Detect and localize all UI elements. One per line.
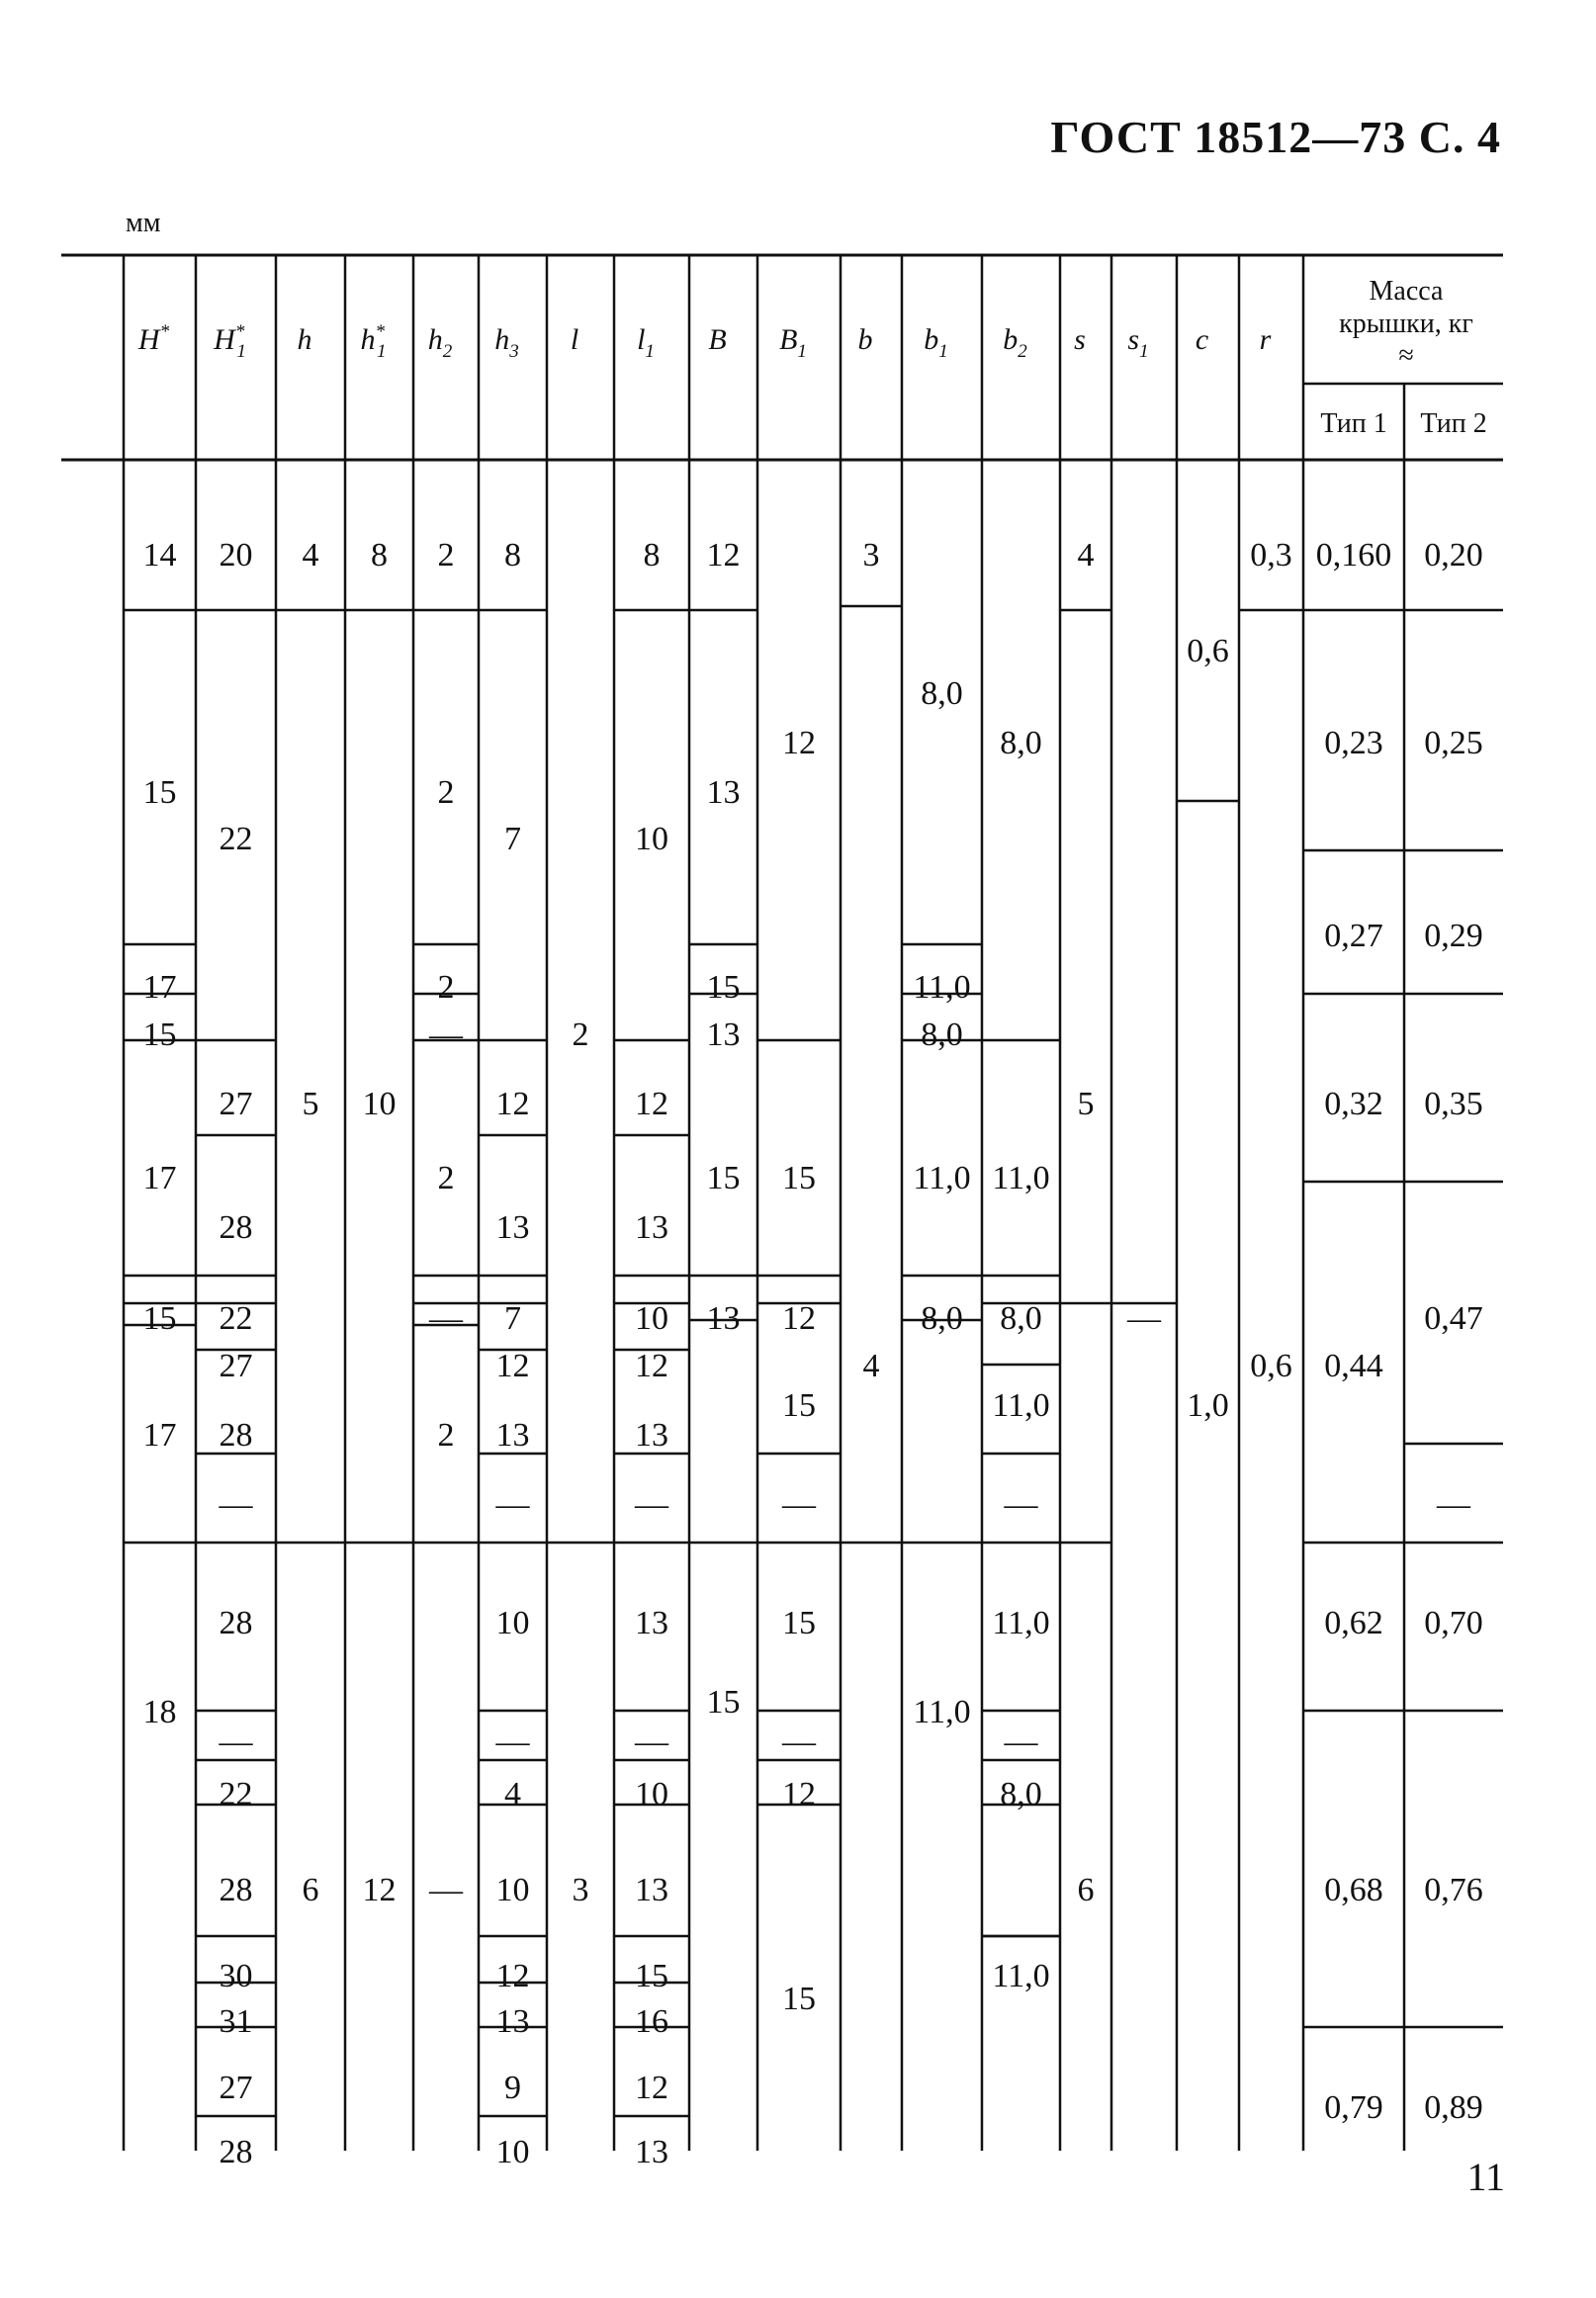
table-cell: 8	[371, 537, 388, 574]
column-header-h2: $h_2$	[427, 323, 453, 362]
table-cell: 22	[219, 1300, 253, 1337]
table-cell: 13	[635, 1209, 668, 1246]
table-cell: 0,44	[1324, 1348, 1383, 1384]
table-cell: 12	[782, 725, 816, 761]
table-cell: 15	[142, 1016, 177, 1053]
table-cell: 17	[142, 1160, 177, 1196]
table-cell: 11,0	[992, 1160, 1050, 1196]
column-header-B1: $B_1$	[779, 323, 807, 362]
table-cell: 12	[495, 1348, 530, 1384]
column-header-b1: $b_1$	[924, 323, 948, 362]
table-cell: 28	[219, 1209, 253, 1246]
table-cell: 10	[495, 1872, 530, 1908]
table-cell: 0,70	[1424, 1605, 1483, 1641]
table-cell: 10	[635, 1776, 668, 1812]
table-cell: 27	[219, 1086, 253, 1122]
table-cell: —	[219, 1724, 253, 1760]
table-cell: 11,0	[992, 1958, 1050, 1994]
table-cell: 0,23	[1324, 725, 1383, 761]
table-cell: 15	[142, 774, 177, 811]
table-cell: 4	[862, 1348, 880, 1384]
column-header-H1: H* 1	[214, 321, 246, 362]
table-cell: 13	[635, 2134, 668, 2170]
mass-header-line1: Масса	[1369, 276, 1444, 307]
table-cell: 0,68	[1324, 1872, 1383, 1908]
table-cell: 3	[862, 537, 880, 574]
table-cell: 28	[219, 1872, 253, 1908]
column-header-s: s	[1074, 323, 1086, 356]
table-cell: 28	[219, 1605, 253, 1641]
table-cell: 0,32	[1324, 1086, 1383, 1122]
table-cell: 8,0	[921, 1300, 963, 1337]
table-cell: 5	[302, 1086, 319, 1122]
table-cell: —	[782, 1724, 816, 1760]
table-cell: 12	[706, 537, 741, 574]
table-cell: 22	[219, 1776, 253, 1812]
mass-type1-header: Тип 1	[1320, 408, 1387, 439]
table-cell: 13	[495, 1209, 530, 1246]
table-cell: 0,3	[1250, 537, 1292, 574]
table-cell: 8,0	[921, 675, 963, 712]
table-cell: 4	[302, 537, 319, 574]
table-cell: 0,79	[1324, 2089, 1383, 2126]
table-cell: —	[429, 1300, 463, 1337]
table-cell: 8	[504, 537, 521, 574]
table-cell: 0,62	[1324, 1605, 1383, 1641]
column-header-c: c	[1195, 323, 1209, 356]
table-cell: 10	[495, 1605, 530, 1641]
table-cell: 8,0	[1000, 1776, 1042, 1812]
table-cell: 12	[362, 1872, 397, 1908]
column-header-B: B	[708, 323, 727, 356]
table-cell: 8,0	[1000, 725, 1042, 761]
table-cell: 15	[635, 1958, 668, 1994]
table-cell: 13	[635, 1605, 668, 1641]
table-cell: 0,76	[1424, 1872, 1483, 1908]
table-cell: 27	[219, 1348, 253, 1384]
table-cell: 4	[1077, 537, 1095, 574]
column-header-s1: $s_1$	[1127, 323, 1149, 362]
table-cell: 27	[219, 2070, 253, 2106]
table-cell: 30	[219, 1958, 253, 1994]
page-header-title: ГОСТ 18512—73 С. 4	[1050, 112, 1501, 162]
table-cell: 18	[142, 1694, 177, 1730]
table-cell: 11,0	[992, 1605, 1050, 1641]
table-cell: 0,35	[1424, 1086, 1483, 1122]
table-cell: —	[1437, 1486, 1470, 1523]
table-cell: 4	[504, 1776, 521, 1812]
column-header-r: r	[1259, 323, 1272, 356]
column-header-l: l	[570, 323, 579, 356]
table-cell: 0,47	[1424, 1300, 1483, 1337]
table-cell: 8,0	[921, 1016, 963, 1053]
table-cell: 17	[142, 1417, 177, 1454]
table-cell: 0,29	[1424, 918, 1483, 954]
table-cell: 8,0	[1000, 1300, 1042, 1337]
mass-header-line2: крышки, кг	[1339, 309, 1473, 339]
table-cell: 14	[142, 537, 177, 574]
table-cell: 11,0	[992, 1387, 1050, 1424]
page-number: 11	[1466, 2155, 1505, 2199]
column-header-b2: $b_2$	[1003, 323, 1027, 362]
table-cell: 0,89	[1424, 2089, 1483, 2126]
table-cell: 0,27	[1324, 918, 1383, 954]
table-cell: 0,25	[1424, 725, 1483, 761]
table-cell: 12	[635, 1086, 668, 1122]
table-cell: —	[1127, 1300, 1161, 1337]
table-cell: 15	[782, 1605, 816, 1641]
table-cell: —	[1004, 1486, 1038, 1523]
table-cell: 15	[782, 1387, 816, 1424]
mass-type2-header: Тип 2	[1420, 408, 1487, 439]
column-header-l1: $l_1$	[637, 323, 655, 362]
column-header-h1: h* 1	[360, 321, 387, 362]
table-cell: 13	[706, 1016, 741, 1053]
table-cell: —	[429, 1016, 463, 1053]
table-cell: 15	[782, 1160, 816, 1196]
table-cell: 6	[1077, 1872, 1095, 1908]
table-cell: —	[635, 1486, 668, 1523]
table-cell: —	[1004, 1724, 1038, 1760]
table-cell: 8	[643, 537, 661, 574]
table-cell: 13	[706, 774, 741, 811]
table-cell: 0,20	[1424, 537, 1483, 574]
table-cell: 12	[782, 1776, 816, 1812]
table-cell: 15	[782, 1981, 816, 2017]
table-cell: 0,6	[1250, 1348, 1292, 1384]
table-cell: 6	[302, 1872, 319, 1908]
column-header-h: h	[297, 323, 312, 356]
table-cell: 20	[219, 537, 253, 574]
table-cell: 12	[635, 1348, 668, 1384]
table-cell: 2	[437, 537, 455, 574]
table-cell: 10	[495, 2134, 530, 2170]
table-cell: 5	[1077, 1086, 1095, 1122]
table-cell: 13	[706, 1300, 741, 1337]
table-cell: 15	[706, 1684, 741, 1721]
table-cell: 2	[437, 774, 455, 811]
table-cell: 12	[495, 1086, 530, 1122]
table-cell: 13	[495, 1417, 530, 1454]
table-cell: 13	[635, 1872, 668, 1908]
table-cell: 1,0	[1187, 1387, 1229, 1424]
table-cell: 12	[782, 1300, 816, 1337]
column-header-H: H*	[137, 321, 170, 356]
table-cell: 15	[142, 1300, 177, 1337]
table-cell: —	[429, 1872, 463, 1908]
table-cell: —	[495, 1724, 530, 1760]
table-cell: 7	[504, 1300, 521, 1337]
table-cell: 0,6	[1187, 633, 1229, 669]
table-cell: —	[495, 1486, 530, 1523]
table-cell: 2	[437, 1417, 455, 1454]
table-cell: 28	[219, 1417, 253, 1454]
table-cell: 0,160	[1315, 537, 1392, 574]
table-cell: 11,0	[913, 1694, 971, 1730]
table-cell: 9	[504, 2070, 521, 2106]
table-cell: 3	[572, 1872, 589, 1908]
table-cell: 2	[437, 969, 455, 1006]
table-cell: 2	[437, 1160, 455, 1196]
table-cell: 13	[495, 2003, 530, 2040]
table-cell: 11,0	[913, 1160, 971, 1196]
table-cell: 11,0	[913, 969, 971, 1006]
table-cell: 7	[504, 821, 521, 857]
table-cell: —	[635, 1724, 668, 1760]
units-label: мм	[126, 208, 161, 238]
mass-header-line3: ≈	[1398, 340, 1414, 371]
table-cell: —	[782, 1486, 816, 1523]
table-cell: 10	[362, 1086, 397, 1122]
table-cell: 10	[635, 821, 668, 857]
table-cell: 28	[219, 2134, 253, 2170]
column-header-h3: $h_3$	[494, 323, 519, 362]
table-cell: 22	[219, 821, 253, 857]
table-cell: —	[219, 1486, 253, 1523]
table-cell: 31	[219, 2003, 253, 2040]
table-cell: 17	[142, 969, 177, 1006]
table-cell: 15	[706, 969, 741, 1006]
table-cell: 13	[635, 1417, 668, 1454]
column-header-b: b	[857, 323, 873, 356]
table-cell: 12	[635, 2070, 668, 2106]
table-cell: 2	[572, 1016, 589, 1053]
table-cell: 12	[495, 1958, 530, 1994]
table-cell: 10	[635, 1300, 668, 1337]
table-cell: 16	[635, 2003, 668, 2040]
table-cell: 15	[706, 1160, 741, 1196]
